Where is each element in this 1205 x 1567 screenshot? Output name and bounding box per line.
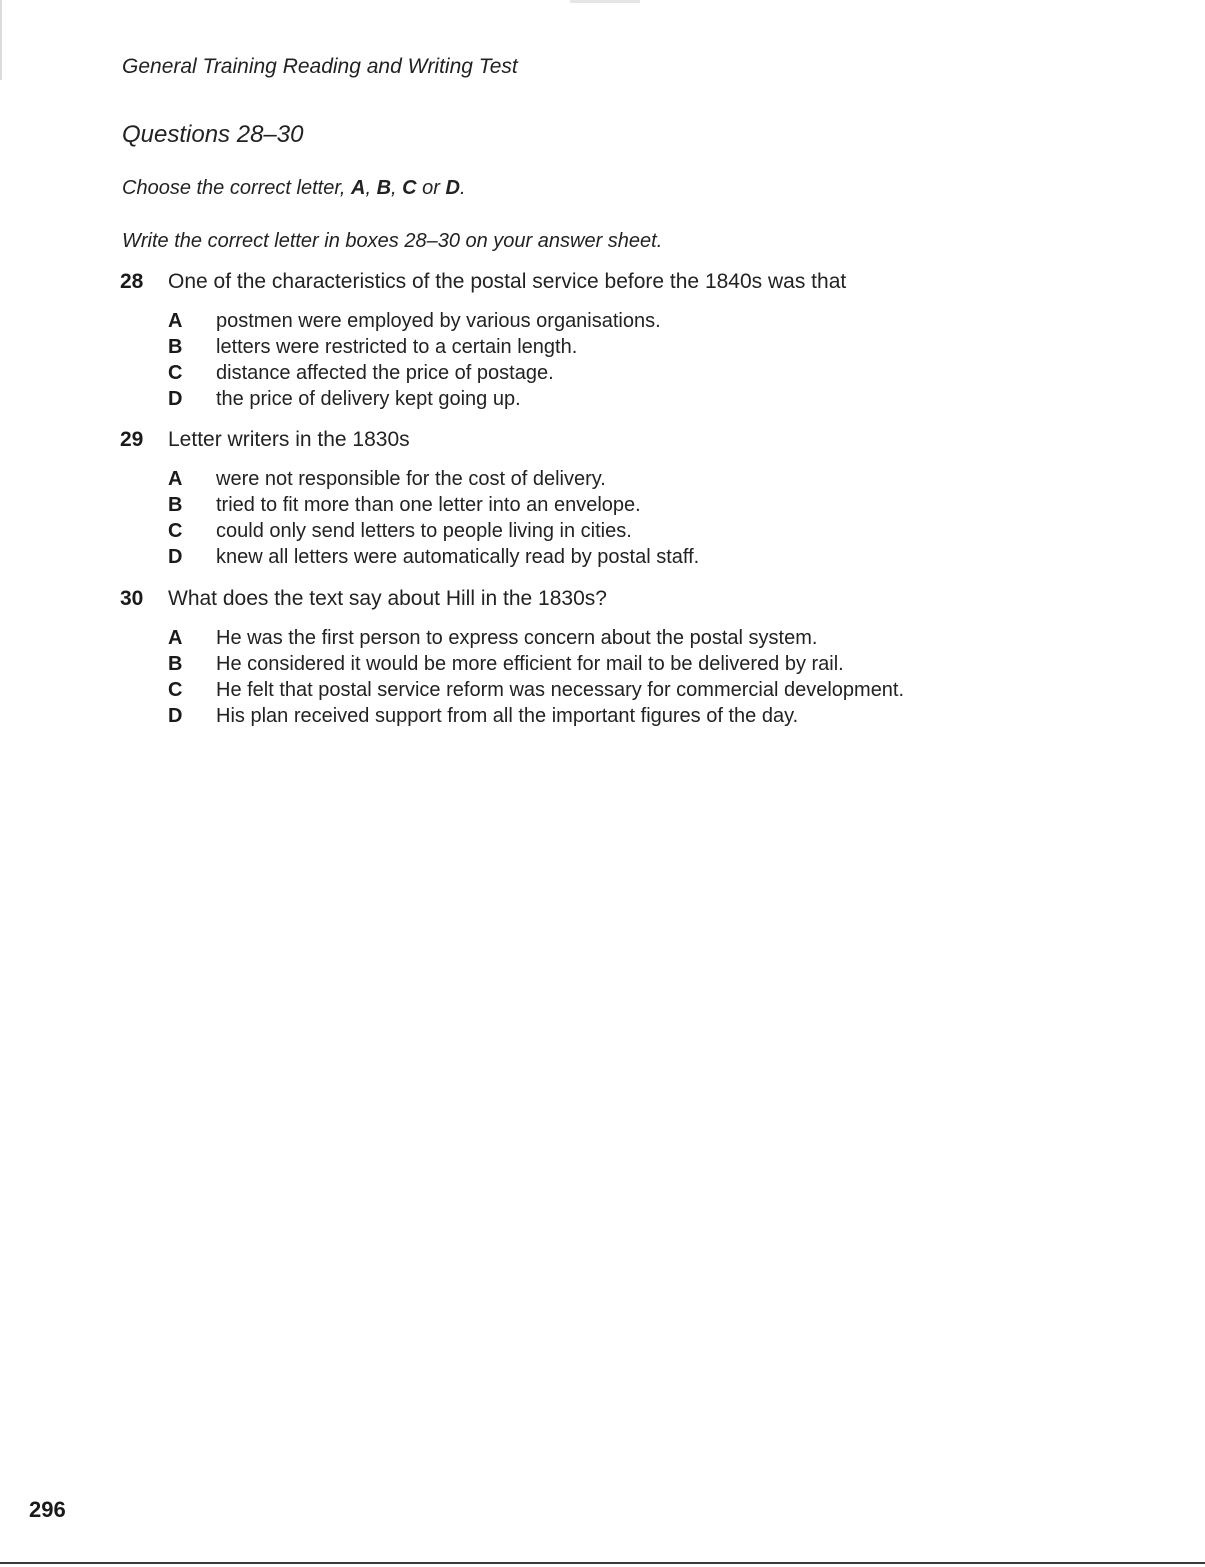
- instruction-choose-letter: [122, 177, 466, 200]
- question-number: 28: [120, 270, 144, 293]
- question-stem: [120, 428, 1020, 454]
- instruction-letter-b: B: [376, 177, 392, 199]
- instruction-letter-d: D: [445, 177, 460, 199]
- question-text: What does the text say about Hill in the 1830s?: [168, 587, 607, 610]
- page-number: 296: [29, 1497, 66, 1522]
- option-a: [120, 627, 1020, 653]
- page-left-edge: [0, 0, 2, 80]
- option-text: tried to fit more than one letter into an envelope.: [216, 494, 641, 516]
- option-c: [120, 362, 1020, 388]
- instruction-sep-2: ,: [391, 177, 403, 199]
- option-text: His plan received support from all the important figures of the day.: [216, 705, 799, 727]
- option-a: [120, 468, 1020, 494]
- option-d: [120, 546, 1020, 572]
- option-b: [120, 336, 1020, 362]
- option-letter: D: [168, 546, 183, 568]
- option-text: knew all letters were automatically read by postal staff.: [216, 546, 700, 568]
- option-letter: A: [168, 310, 183, 332]
- option-b: [120, 653, 1020, 679]
- option-letter: D: [168, 388, 183, 410]
- option-text: distance affected the price of postage.: [216, 362, 554, 384]
- option-list: [120, 310, 1020, 414]
- instruction-letter-c: C: [402, 177, 417, 199]
- instruction-letter-a: A: [351, 177, 366, 199]
- instruction-or: or: [416, 177, 446, 199]
- question-28: [120, 270, 1020, 410]
- option-letter: B: [168, 336, 183, 358]
- option-b: [120, 494, 1020, 520]
- option-letter: D: [168, 705, 183, 727]
- option-text: He felt that postal service reform was necessary for commercial development.: [216, 679, 905, 701]
- option-c: [120, 679, 1020, 705]
- option-letter: A: [168, 468, 183, 490]
- question-30: [120, 587, 1020, 727]
- option-letter: C: [168, 362, 183, 384]
- option-letter: C: [168, 520, 183, 542]
- option-letter: A: [168, 627, 183, 649]
- instruction-answer-sheet: Write the correct letter in boxes 28–30 on your answer sheet.: [122, 230, 663, 252]
- question-number: 30: [120, 587, 144, 610]
- option-text: could only send letters to people living in cities.: [216, 520, 632, 542]
- question-stem: [120, 270, 1020, 296]
- instruction-end: .: [459, 177, 466, 199]
- option-text: postmen were employed by various organisations.: [216, 310, 661, 332]
- option-list: [120, 468, 1020, 572]
- instruction-prefix: Choose the correct letter,: [122, 177, 352, 199]
- bottom-divider: [0, 1562, 1205, 1564]
- option-list: [120, 627, 1020, 731]
- option-text: He considered it would be more efficient for mail to be delivered by rail.: [216, 653, 844, 675]
- option-text: letters were restricted to a certain length.: [216, 336, 578, 358]
- running-header: General Training Reading and Writing Test: [122, 55, 518, 78]
- option-c: [120, 520, 1020, 546]
- option-a: [120, 310, 1020, 336]
- option-d: [120, 705, 1020, 731]
- option-letter: B: [168, 653, 183, 675]
- question-text: Letter writers in the 1830s: [168, 428, 410, 451]
- question-stem: [120, 587, 1020, 613]
- question-number: 29: [120, 428, 144, 451]
- page-top-shadow: [570, 0, 640, 3]
- question-text: One of the characteristics of the postal service before the 1840s was that: [168, 270, 847, 293]
- option-letter: C: [168, 679, 183, 701]
- section-title: Questions 28–30: [122, 121, 304, 148]
- option-text: were not responsible for the cost of delivery.: [216, 468, 606, 490]
- option-letter: B: [168, 494, 183, 516]
- question-29: [120, 428, 1020, 568]
- instruction-sep-1: ,: [365, 177, 377, 199]
- option-text: the price of delivery kept going up.: [216, 388, 521, 410]
- option-text: He was the first person to express concern about the postal system.: [216, 627, 818, 649]
- option-d: [120, 388, 1020, 414]
